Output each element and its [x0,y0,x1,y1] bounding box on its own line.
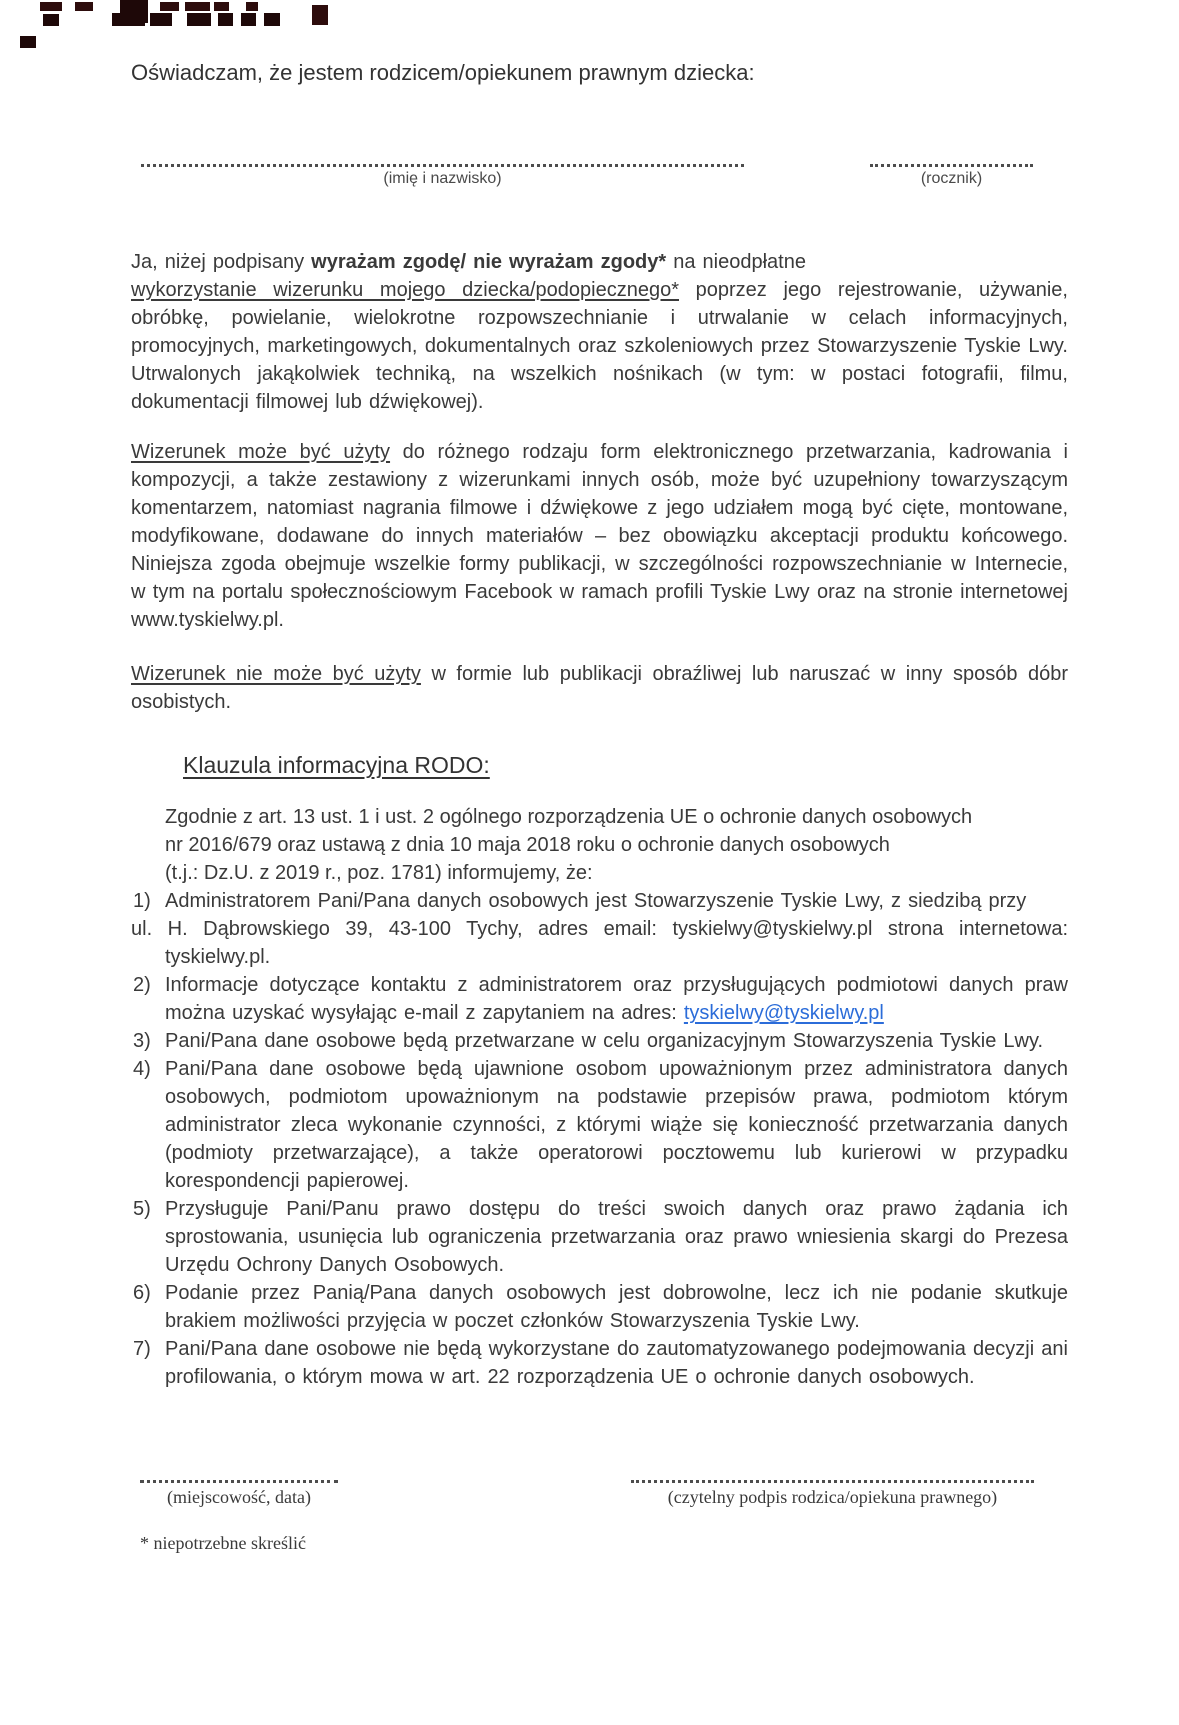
scan-artifact [43,14,59,26]
rodo-list [131,887,1068,1391]
rodo-item-7-number: 7) [133,1338,151,1360]
content-column [131,58,1068,1391]
consent-p2-rest: do różnego rodzaju form elektronicznego przetwarzania, kadrowania i kompozycji, a także zestawiony z wizerunkami innych osób, może być uzupełniony towarzyszącym komentarzem, natomiast nagrania filmowe i dźwiękowe z jego udziałem mogą być cięte, montowane, modyfikowane, dodawane do innych materiałów – bez obowiązku akceptacji produktu końcowego. Niniejsza zgoda obejmuje wszelkie formy publikacji, w szczególności rozpowszechnianie w Internecie, w tym na portalu społecznościowym Facebook w ramach profili Tyskie Lwy oraz na stronie internetowej www.tyskielwy.pl. [131,441,1068,631]
signature-section [0,1456,1179,1526]
scan-artifact [264,13,280,26]
consent-paragraph-1 [131,248,1068,416]
consent-paragraph-2 [131,438,1068,634]
name-dotted-line [141,162,744,167]
scan-artifact [185,2,210,11]
scan-artifact [241,13,256,26]
scan-artifact [112,13,145,26]
rodo-item-6-number: 6) [133,1282,151,1304]
rodo-item-3-text: Pani/Pana dane osobowe będą przetwarzane w celu organizacyjnym Stowarzyszenia Tyskie Lwy. [165,1030,1044,1052]
scan-artifact [312,5,328,25]
rodo-item-4-number: 4) [133,1058,151,1080]
scan-artifact [150,13,172,26]
consent-p1-after-bold: na nieodpłatne [666,251,806,273]
consent-p1-bold-phrase: wyrażam zgodę/ nie wyrażam zgody* [311,251,667,273]
consent-paragraph-3 [131,660,1068,716]
rodo-intro-line-2: nr 2016/679 oraz ustawą z dnia 10 maja 2018 roku o ochronie danych osobowych [165,834,890,856]
place-date-field [140,1456,338,1508]
signature-field [631,1456,1034,1508]
rodo-heading: Klauzula informacyjna RODO: [183,752,490,778]
place-date-dotted-line [140,1478,338,1483]
scan-artifact [20,36,36,48]
rodo-item-5-number: 5) [133,1198,151,1220]
place-date-label: (miejscowość, data) [167,1487,311,1507]
scan-artifact [218,13,233,26]
fill-in-fields [131,162,1068,196]
consent-p2-underlined-phrase: Wizerunek może być użyty [131,441,391,463]
consent-p1-rest: poprzez jego rejestrowanie, używanie, obróbkę, powielanie, wielokrotne rozpowszechnianie i utrwalanie w celach informacyjnych, promocyjnych, marketingowych, dokumentalnych oraz szkoleniowych przez Stowarzyszenie Tyskie Lwy. Utrwalonych jakąkolwiek techniką, na wszelkich nośnikach (w tym: w postaci fotografii, filmu, dokumentacji filmowej lub dźwiękowej). [131,279,1068,413]
rodo-item-3-number: 3) [133,1030,151,1052]
rodo-item-2-text: Informacje dotyczące kontaktu z administratorem oraz przysługujących podmiotowi danych praw można uzyskać wysyłając e-mail z zapytaniem na adres: [165,974,1068,1024]
rodo-item-5-text: Przysługuje Pani/Panu prawo dostępu do treści swoich danych oraz prawo żądania ich sprostowania, usunięcia lub ograniczenia przetwarzania oraz prawo wniesienia skargi do Prezesa Urzędu Ochrony Danych Osobowych. [165,1198,1068,1276]
rodo-item-2-number: 2) [133,974,151,996]
scan-artifact [160,2,179,11]
scan-artifact [75,2,93,11]
consent-p1-first-line [131,248,1068,276]
rodo-item-4 [131,1055,1068,1195]
name-field [141,162,744,188]
rodo-item-2 [131,971,1068,1027]
footnote: * niepotrzebne skreślić [140,1533,306,1553]
year-field [870,162,1033,188]
consent-p1-pre: Ja, niżej podpisany [131,251,312,273]
consent-p1-body [131,276,1068,416]
year-dotted-line [870,162,1033,167]
page-title: Oświadczam, że jestem rodzicem/opiekunem prawnym dziecka: [131,60,755,85]
rodo-intro-line-3: (t.j.: Dz.U. z 2019 r., poz. 1781) informujemy, że: [165,862,593,884]
rodo-item-1-overflow-2: tyskielwy.pl. [165,946,271,968]
email-link[interactable]: tyskielwy@tyskielwy.pl [683,1002,884,1024]
rodo-item-7-text: Pani/Pana dane osobowe nie będą wykorzystane do zautomatyzowanego podejmowania decyzji ani profilowania, o którym mowa w art. 22 rozporządzenia UE o ochronie danych osobowych. [165,1338,1068,1388]
rodo-item-6 [131,1279,1068,1335]
rodo-item-5 [131,1195,1068,1279]
consent-p3-rest: w formie lub publikacji obraźliwej lub naruszać w inny sposób dóbr osobistych. [131,663,1068,713]
consent-p1-underlined-phrase: wykorzystanie wizerunku mojego dziecka/podopiecznego* [131,279,679,301]
scan-artifact [246,2,258,11]
rodo-item-4-text: Pani/Pana dane osobowe będą ujawnione osobom upoważnionym przez administratora danych osobowych, podmiotom upoważnionym na podstawie przepisów prawa, podmiotom którym administrator zleca wykonanie czynności, z którymi wiąże się konieczność przetwarzania danych (podmioty przetwarzające), a także operatorowi pocztowemu lub kurierowi w przypadku korespondencji papierowej. [165,1058,1068,1192]
rodo-item-1 [131,887,1068,915]
rodo-item-7 [131,1335,1068,1391]
consent-p3-underlined-phrase: Wizerunek nie może być użyty [131,663,421,685]
rodo-item-1-number: 1) [133,890,151,912]
scan-artifact [40,2,62,11]
signature-label: (czytelny podpis rodzica/opiekuna prawnego) [667,1487,998,1507]
rodo-item-6-text: Podanie przez Panią/Pana danych osobowych jest dobrowolne, lecz ich nie podanie skutkuje brakiem możliwości przyjęcia w poczet członków Stowarzyszenia Tyskie Lwy. [165,1282,1068,1332]
year-field-label: (rocznik) [920,170,983,187]
rodo-intro-line-1: Zgodnie z art. 13 ust. 1 i ust. 2 ogólnego rozporządzenia UE o ochronie danych osobowych [165,806,973,828]
scan-artifact [187,13,211,26]
name-field-label: (imię i nazwisko) [383,170,502,187]
scan-artifact [214,2,229,11]
rodo-item-3 [131,1027,1068,1055]
rodo-intro [165,803,1068,887]
signature-dotted-line [631,1478,1034,1483]
rodo-item-1-text: Administratorem Pani/Pana danych osobowych jest Stowarzyszenie Tyskie Lwy, z siedzibą przy [165,890,1027,912]
rodo-item-1-overflow: ul. H. Dąbrowskiego 39, 43-100 Tychy, adres email: tyskielwy@tyskielwy.pl strona internetowa: [131,918,1068,940]
